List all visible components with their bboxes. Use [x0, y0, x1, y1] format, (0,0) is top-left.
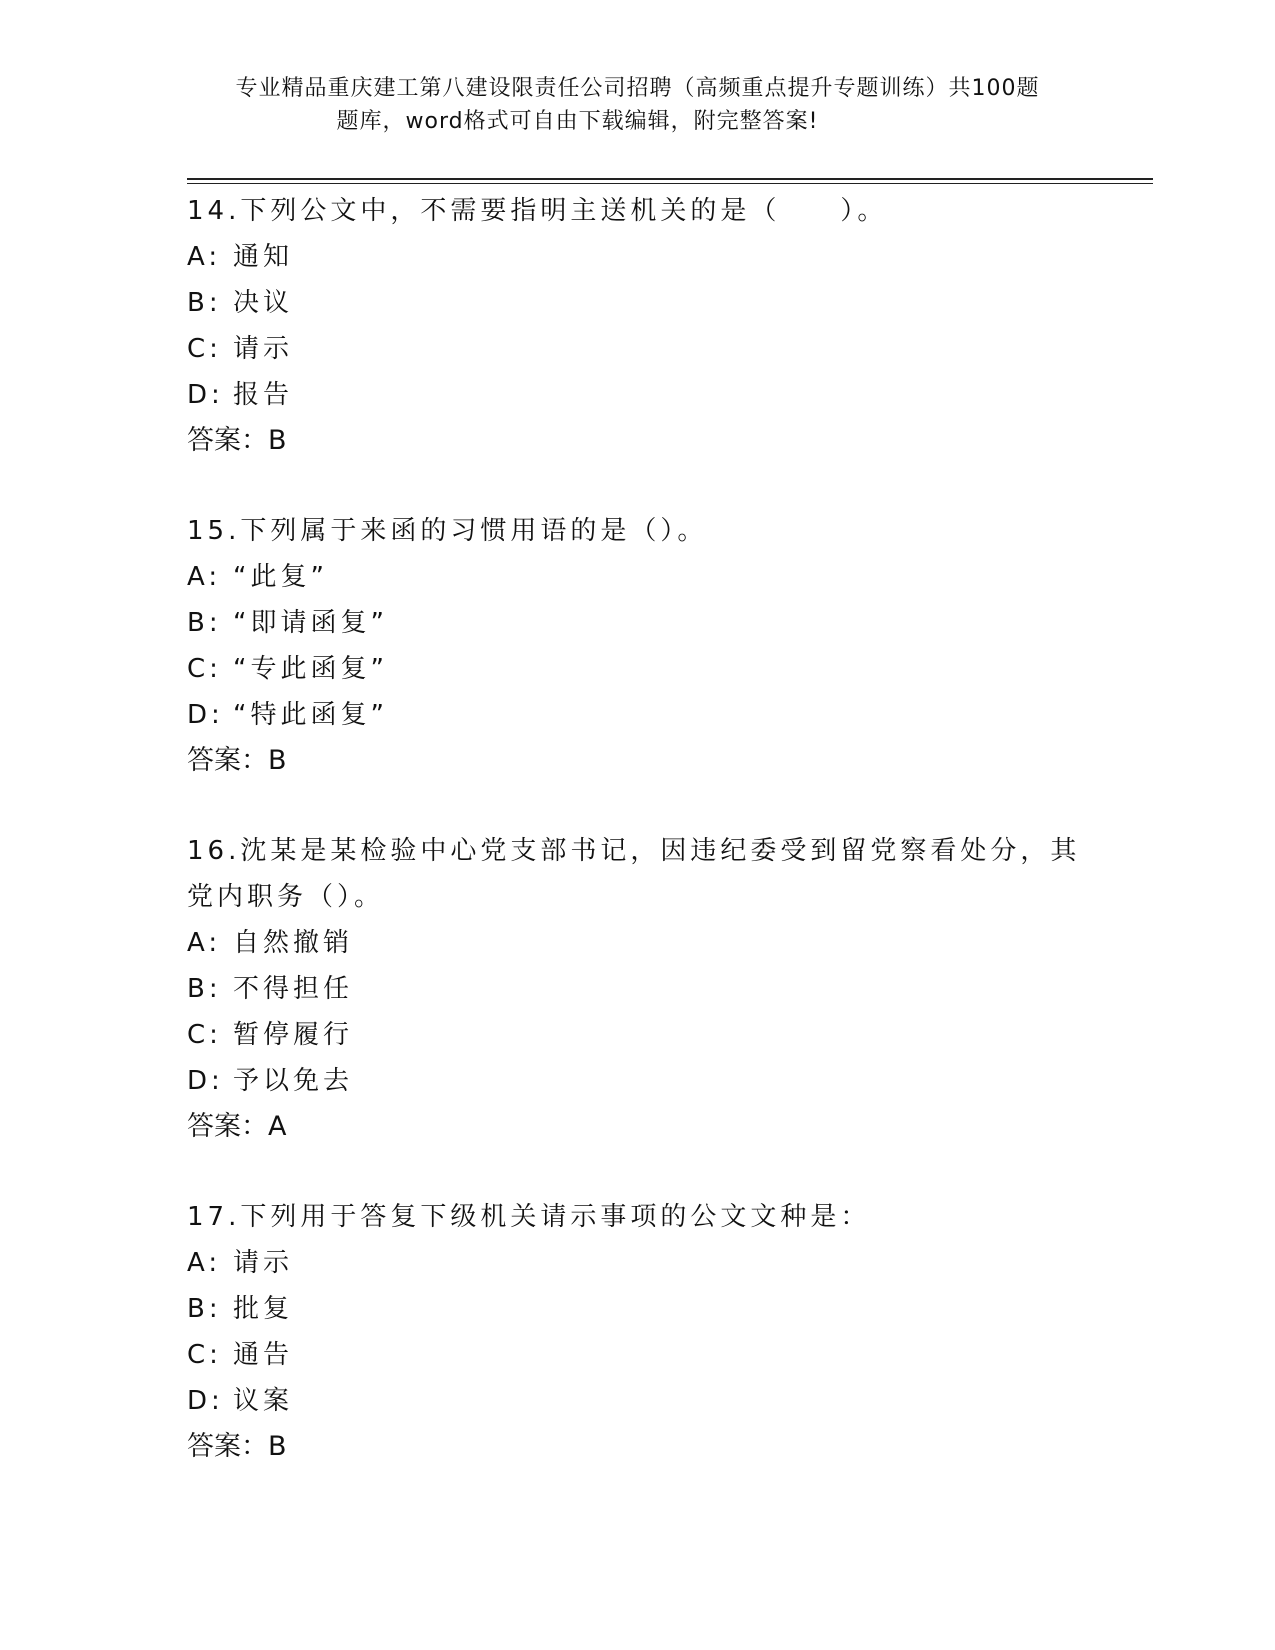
- option-text: 请示: [233, 1248, 294, 1278]
- title-line-2: 题库，word格式可自由下载编辑，附完整答案!: [336, 109, 819, 134]
- option-letter: C:: [187, 1340, 222, 1370]
- option-text: 自然撤销: [233, 928, 354, 958]
- answer-line: 答案：B: [187, 745, 287, 776]
- option-letter: D:: [187, 1386, 224, 1416]
- option-text: 议案: [233, 1386, 294, 1416]
- answer-line: 答案：B: [187, 1431, 287, 1462]
- option-letter: C:: [187, 654, 222, 684]
- option-c: [187, 1332, 1087, 1378]
- title-line-1: 专业精品重庆建工第八建设限责任公司招聘（高频重点提升专题训练）共100题: [235, 76, 1040, 101]
- question-stem: 16.沈某是某检验中心党支部书记，因违纪委受到留党察看处分，其党内职务（）。: [187, 836, 1081, 912]
- question-17: [187, 1194, 1087, 1470]
- option-b: [187, 1286, 1087, 1332]
- option-letter: A:: [187, 242, 222, 272]
- option-letter: A:: [187, 928, 222, 958]
- option-text: 报告: [233, 380, 294, 410]
- option-letter: B:: [187, 1294, 222, 1324]
- option-letter: D:: [187, 1066, 224, 1096]
- option-c: [187, 646, 1087, 692]
- question-stem: 14.下列公文中，不需要指明主送机关的是（ ）。: [187, 196, 888, 226]
- question-16: [187, 828, 1087, 1150]
- option-letter: B:: [187, 288, 222, 318]
- option-letter: B:: [187, 608, 222, 638]
- option-letter: D:: [187, 700, 224, 730]
- title-divider-thick: [187, 178, 1153, 180]
- option-letter: A:: [187, 562, 222, 592]
- option-a: [187, 920, 1087, 966]
- option-b: [187, 280, 1087, 326]
- option-b: [187, 600, 1087, 646]
- question-14: [187, 188, 1087, 464]
- option-text: 暂停履行: [233, 1020, 354, 1050]
- option-text: 请示: [233, 334, 294, 364]
- option-d: [187, 372, 1087, 418]
- document-title: [0, 72, 1275, 138]
- option-a: [187, 234, 1087, 280]
- option-text: “即请函复”: [233, 608, 388, 638]
- option-letter: C:: [187, 334, 222, 364]
- question-stem: 17.下列用于答复下级机关请示事项的公文文种是：: [187, 1202, 871, 1232]
- option-d: [187, 692, 1087, 738]
- option-letter: D:: [187, 380, 224, 410]
- option-a: [187, 554, 1087, 600]
- option-d: [187, 1058, 1087, 1104]
- option-text: 通知: [233, 242, 294, 272]
- answer-line: 答案：B: [187, 425, 287, 456]
- option-text: “特此函复”: [233, 700, 388, 730]
- option-text: 通告: [233, 1340, 294, 1370]
- option-text: 不得担任: [233, 974, 354, 1004]
- option-text: “专此函复”: [233, 654, 388, 684]
- option-c: [187, 326, 1087, 372]
- option-b: [187, 966, 1087, 1012]
- option-letter: B:: [187, 974, 222, 1004]
- option-d: [187, 1378, 1087, 1424]
- option-c: [187, 1012, 1087, 1058]
- title-divider-thin: [187, 183, 1153, 184]
- option-text: 予以免去: [233, 1066, 354, 1096]
- option-text: 决议: [233, 288, 294, 318]
- question-stem: 15.下列属于来函的习惯用语的是（）。: [187, 516, 708, 546]
- question-list: [187, 188, 1087, 1514]
- question-15: [187, 508, 1087, 784]
- answer-line: 答案：A: [187, 1111, 287, 1142]
- option-a: [187, 1240, 1087, 1286]
- option-letter: A:: [187, 1248, 222, 1278]
- option-text: 批复: [233, 1294, 294, 1324]
- option-text: “此复”: [233, 562, 328, 592]
- option-letter: C:: [187, 1020, 222, 1050]
